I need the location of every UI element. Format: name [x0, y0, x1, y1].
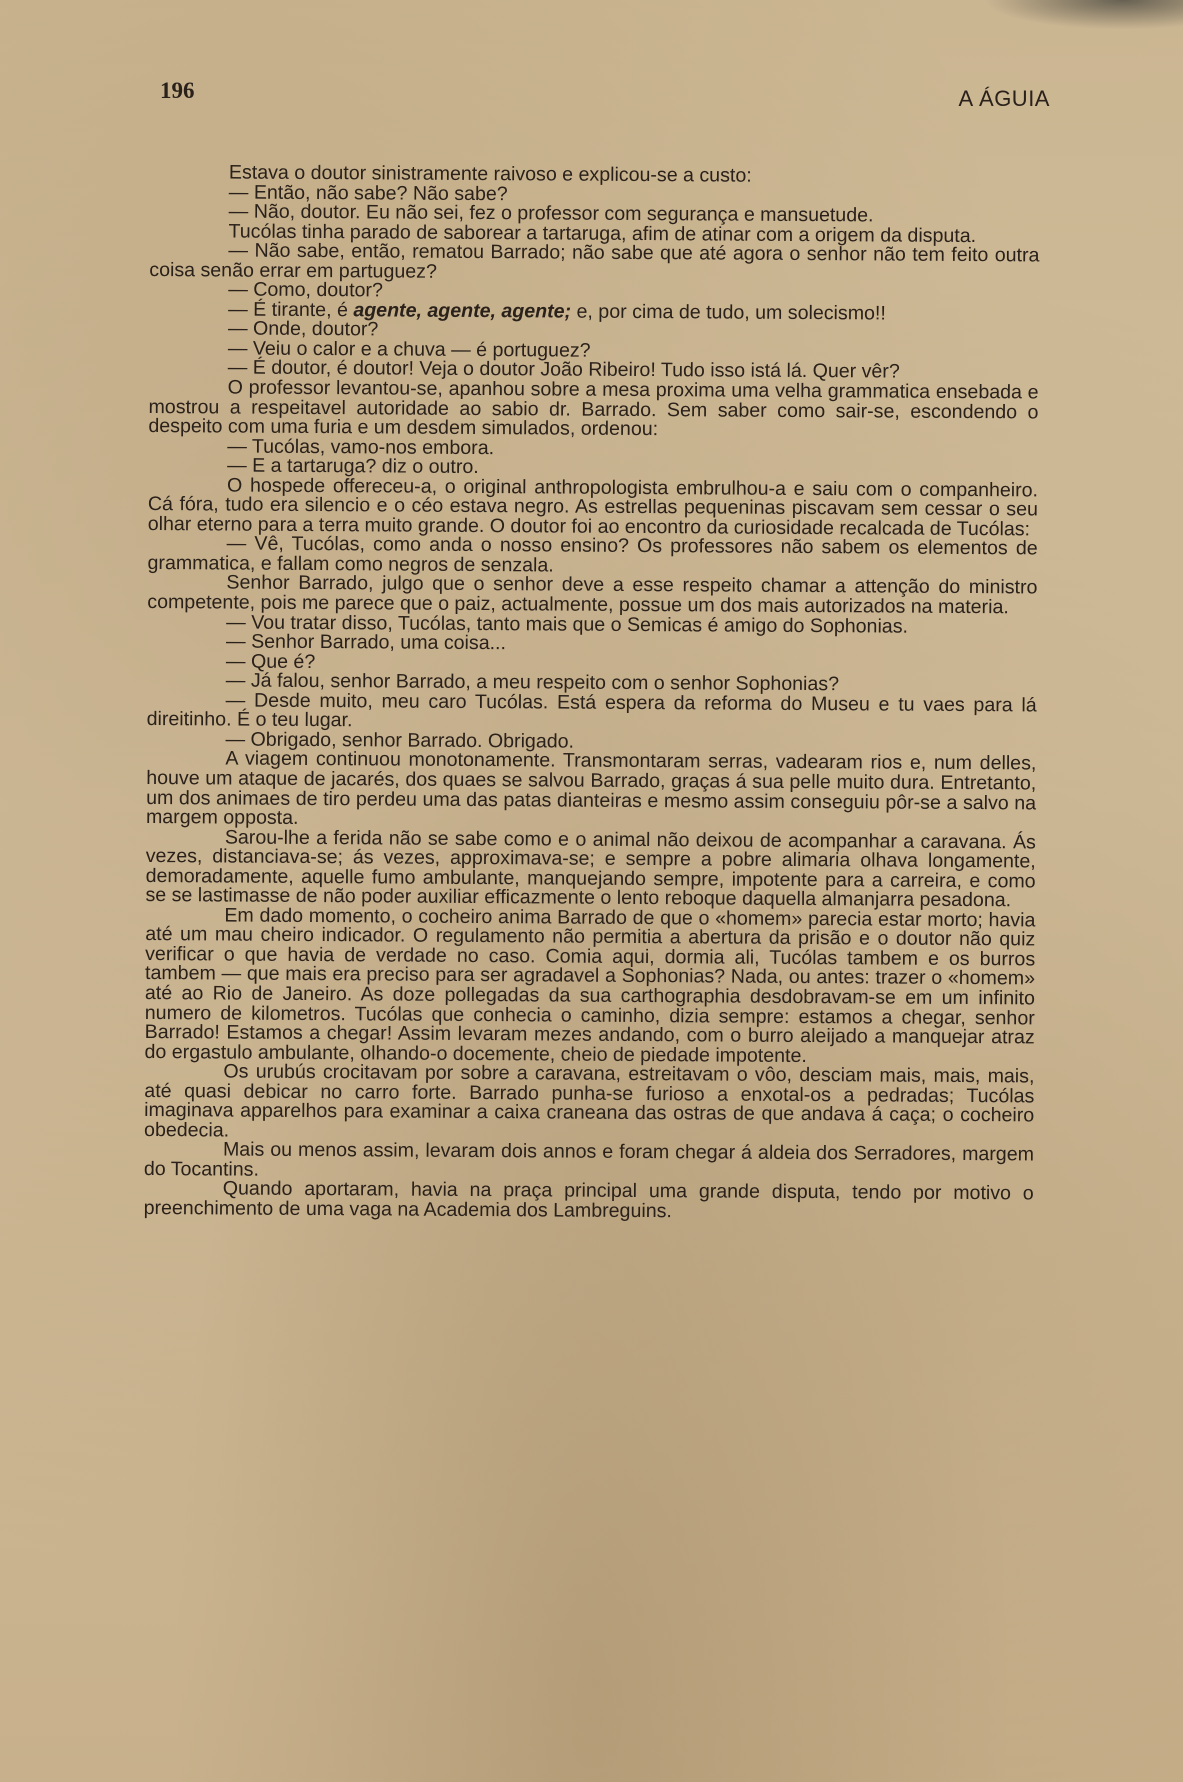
- dialog-line: — Tucólas, vamo-nos embora.: [227, 435, 495, 459]
- dialog-line: — Como, doutor?: [228, 278, 383, 302]
- dialog-line: — Não sabe, então, rematou Barrado; não sabe que até agora o senhor não tem feito outra coisa senão errar em partuguez?: [149, 239, 1040, 283]
- running-title: A ÁGUIA: [958, 86, 1050, 111]
- dialog-line: — Veiu o calor e a chuva — é portuguez?: [227, 337, 591, 362]
- page-number: 196: [160, 78, 195, 103]
- dialog-line: — Não, doutor. Eu não sei, fez o professor com segurança e mansuetude.: [228, 200, 874, 227]
- page-header: [160, 78, 1050, 118]
- paragraph: A viagem continuou monotonamente. Transmontaram serras, vadearam rios e, num delles, houve um ataque de jacarés, dos quaes se salvou Barrado, graças á sua pelle muito dura. Entretanto, um dos animaes de tiro perdeu uma das patas dianteiras e mesmo assim conseguiu pôr-se a salvo na margem opposta.: [145, 747, 1037, 829]
- paragraph: Senhor Barrado, julgo que o senhor deve a esse respeito chamar a attenção do ministro competente, pois me parece que o paiz, actualmente, possue um dos mais autorizados na materia.: [147, 571, 1038, 619]
- dialog-line: — Desde muito, meu caro Tucólas. Está espera da reforma do Museu e tu vaes para lá direitinho. É o teu lugar.: [146, 689, 1037, 732]
- dialog-line: — Que é?: [225, 650, 316, 673]
- paragraph: Estava o doutor sinistramente raivoso e explicou-se a custo:: [228, 161, 752, 187]
- paragraph: O professor levantou-se, apanhou sobre a mesa proxima uma velha grammatica ensebada e mostrou a respeitavel autoridade ao sabio dr. Barrado. Sem saber como sair-se, escondendo o despeito com uma furia e um desdem simulados, ordenou:: [148, 376, 1039, 441]
- body-text: [144, 163, 1040, 1224]
- dialog-text: — É tirante, é: [228, 298, 354, 322]
- dialog-line: — É doutor, é doutor! Veja o doutor João Ribeiro! Tudo isso istá lá. Quer vêr?: [227, 356, 900, 384]
- dialog-line: — Vou tratar disso, Tucólas, tanto mais que o Semicas é amigo do Sophonias.: [226, 611, 909, 638]
- dialog-line: — Senhor Barrado, uma coisa...: [226, 630, 507, 655]
- dialog-line: — Então, não sabe? Não sabe?: [228, 181, 508, 205]
- dialog-line: — Obrigado, senhor Barrado. Obrigado.: [225, 728, 575, 753]
- paragraph: Em dado momento, o cocheiro anima Barrado de que o «homem» parecia estar morto; havia até um mau cheiro indicador. O regulamento não permitia a abertura da prisão e o doutor não quiz verificar o que havia de verdade no caso. Comia aqui, dormia ali, Tucólas tambem e os burros tambem — que mais era preciso para ser agradavel a Sophonias? Nada, ou antes: trazer o «homem» até ao Rio de Janeiro. As doze pollegadas da sua carthographia desdobravam-se em um infinito numero de kilometros. Tucólas que conhecia o caminho, dizia sempre: estamos a chegar, senhor Barrado! Estamos a chegar! Assim levaram mezes andando, com o burro aleijado a manquejar atraz do ergastulo ambulante, olhando-o docemente, cheio de piedade impotente.: [144, 904, 1036, 1067]
- emphasis-text: agente, agente, agente;: [353, 299, 572, 323]
- paragraph: O hospede offereceu-a, o original anthropologista embrulhou-a e saiu com o companheiro. Cá fóra, tudo era silencio e o céo estava negro. As estrellas pequeninas piscavam sem cessar o seu olhar eterno para a terra muito grande. O doutor foi ao encontro da curiosidade recalcada de Tucólas:: [147, 474, 1039, 541]
- paragraph: Os urubús crocitavam por sobre a caravana, estreitavam o vôo, desciam mais, mais, mais, até quasi debicar no carro forte. Barrado punha-se furioso a enxotal-os a pedradas; Tucólas imaginava apparelhos para examinar a caixa craneana das ostras de que andava á caça; o cocheiro obedecia.: [144, 1060, 1035, 1142]
- paragraph: Mais ou menos assim, levaram dois annos e foram chegar á aldeia dos Serradores, margem do Tocantins.: [143, 1138, 1035, 1181]
- dialog-line: — Já falou, senhor Barrado, a meu respeito com o senhor Sophonias?: [225, 669, 840, 696]
- paragraph: Sarou-lhe a ferida não se sabe como e o animal não deixou de acompanhar a caravana. Ás vezes, distanciava-se; ás vezes, approximava-se; e sempre a pobre alimaria olhava longamente, demoradamente, aquelle fumo ambulante, manquejando sempre, impotente para a carreira, e como se se lastimasse de não poder auxiliar efficazmente o lento reboque daquella almanjarra pesadona.: [145, 826, 1036, 912]
- dialog-line: — Vê, Tucólas, como anda o nosso ensino? Os professores não sabem os elementos de grammatica, e fallam como negros de senzala.: [147, 532, 1038, 577]
- paragraph: Quando aportaram, havia na praça principal uma grande disputa, tendo por motivo o preenchimento de uma vaga na Academia dos Lambreguins.: [143, 1177, 1034, 1223]
- dialog-line: — E a tartaruga? diz o outro.: [227, 454, 479, 479]
- paragraph: Tucólas tinha parado de saborear a tartaruga, afim de atinar com a origem da disputa.: [228, 220, 977, 247]
- dialog-line: — Onde, doutor?: [227, 317, 379, 341]
- dialog-text: e, por cima de tudo, um solecismo!!: [571, 300, 886, 325]
- page-stain: [983, 0, 1183, 30]
